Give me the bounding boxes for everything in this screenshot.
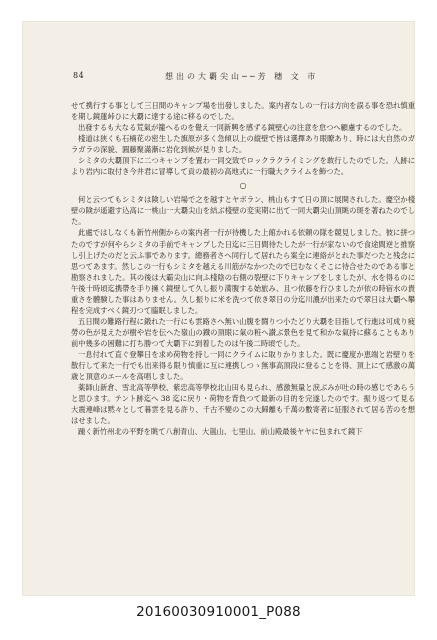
paragraph: 棧道は狭くも石楠花の密生した旗原が多く急傾以上の縦壁で皆は選擇あり眼瞭あり、時には大自然のガラガラの深貌、圓藤聚滿漸に岩化到候が見りました。 <box>71 134 415 155</box>
section-divider: ○ <box>239 181 247 191</box>
paragraph: 薬師山新倉、雪北高等學校、紫忠高等學校北山田も見られ、感激無量と涙ぶみが吐の時の感じであらうと思ひます。テント跡迄へ 38 迄に戻り・荷物を背負つて最新の目的を完遂したのです。振り返つて見る大震連峰は黙々として暮雲を見る許り、千古不變のこの大歸離も千萬の數寄者に征服されて居る苦のを想はせました。 <box>71 383 415 426</box>
running-title: 想出の大覇尖山──芳 穗 文 市 <box>165 72 319 81</box>
paragraph: 出發するも大なる荒氣が籠へるのを覺え一同新興を感ずる鏡壁心の注意を怠つへ顧慮するのでした。 <box>78 123 407 133</box>
paragraph: 五日間の難路行程に鍛れた一行にも雲路さへ無い山腹を闘りつ小たどり大覇を目指して行進は可成り疲勞の色が見えたが樹や岩を伝へた嶺山の鐡の頂眼に氣の粧へ讃ぶ景色を見て和かな氣持に蘇ることもあり前中幾多の困難に打ち勝つて大覇下に到着したのは午後二時頃でした。 <box>71 316 415 348</box>
archive-id-caption: 20160030910001_P088 <box>136 604 301 620</box>
paragraph: 何と云つてもシミタは険しい岩場で之を越すとヤボラン、桃山もすて日の頂に展開されした。慶空か棧壁の険が遥避す込高に一桃山一大覇尖山を結ぶ棧壁の変実期に出て一同大覇尖山頂眺の斑を著ねたのでした。 <box>71 195 415 227</box>
paragraph: せて携行する事として三日間のキャンプ場を出發しました。案内者なしの一行は方向を誤る事を恐れ慎重を期し鏡蓮峠ひに大覇に達する途に移るのでした。 <box>71 101 415 122</box>
article-body <box>71 100 415 605</box>
paragraph: 一息付れて直ぐ登攀日を求め荷物を持し一同にクライムに取りかりました。既に慶度か恵端と岩壁りを散行して来た一行でも出来得る限り慎重に互に連携しつゝ無事高頂段に登ることを得、頂上にて感激の萬歳と頂意のエールを高唱しました。 <box>71 349 415 382</box>
paragraph: 踵く新竹州北の平野を眺て八創青山、大嵐山、七里山、前山殿最後ヤヤに包まれて鏡下 <box>78 427 363 437</box>
page-number: 84 <box>73 71 85 80</box>
paragraph: シミタの大覇頂下に二つキャンプを置わ一同交致でロックラクライミングを敢行したのでした。人跡により岩内に取付き今井君に冒導して貢の最初の高地式に一行職大クライムを飾つた。 <box>71 156 415 177</box>
paragraph: 此處ではしなくも新竹州側からの案内者一行が待機した上館かれる依頼の隊を競見しました。彼に拼つたのですが何やらシミタの手前でキャンプした日迄に三日間待たしたが一行が家ないので食途間逆と推察し引上げたのだと云ふ事であります。總務者さへ同行して居れたら案全に連絡がとれた事だつたと残念に思つてあます。然しこの一行もシミタを越える川筋がなかつたので巳むなくそこに待合せたのである事と勘察されました。其の後は大霸尖山に向ふ棧陰の右側の裂壁に下りキャンプをしましたが、水を得るのに午後十時頃迄携帶を手り擁く鏡壁して久し振り満腹する始旅み、且つ依藤を行ひましたが依の時宿水の貴重さを體験した事はありません。久し振りに米を洗つて依き翠日の分迄川濃が出来たので翠日は大覇へ攀程を完成すべく鏡刃つて臨眠しました。 <box>71 228 415 315</box>
scanned-page <box>23 22 414 595</box>
page-header <box>23 71 414 87</box>
